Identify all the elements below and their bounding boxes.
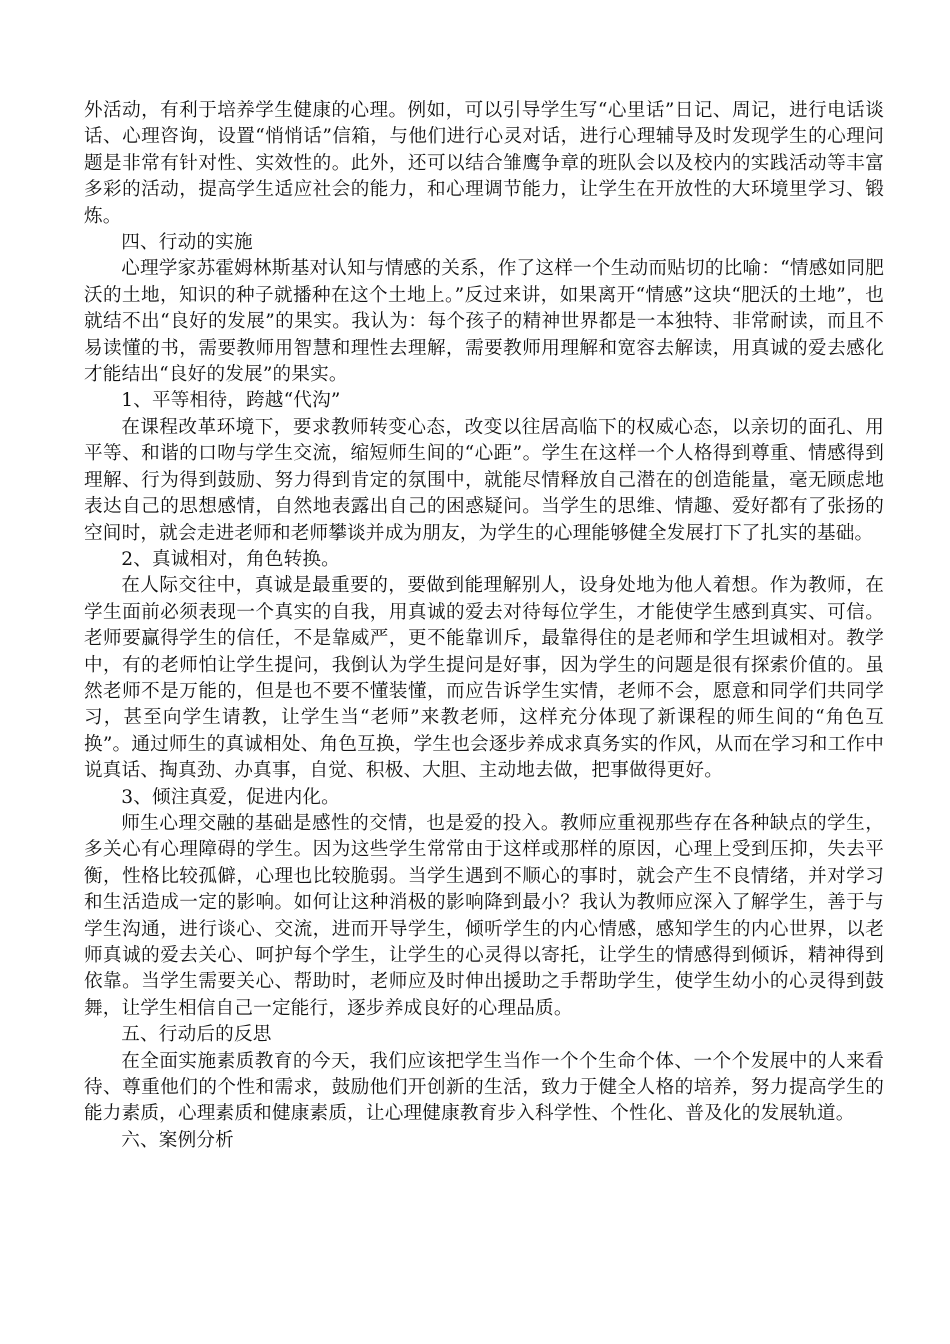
paragraph-continued: 外活动，有利于培养学生健康的心理。例如，可以引导学生写“心里话”日记、周记，进行电话谈话、心理咨询，设置“悄悄话”信箱，与他们进行心灵对话，进行心理辅导及时发现学生的心理问题是非常有针对性、实效性的。此外，还可以结合雏鹰争章的班队会以及校内的实践活动等丰富多彩的活动，提高学生适应社会的能力，和心理调节能力，让学生在开放性的大环境里学习、锻炼。 <box>84 100 884 227</box>
section-heading-reflection: 五、行动后的反思 <box>121 1024 272 1046</box>
subheading-equal-treatment: 1、平等相待，跨越“代沟” <box>121 390 341 412</box>
section-heading-action-implementation: 四、行动的实施 <box>121 232 253 254</box>
subheading-true-love: 3、倾注真爱，促进内化。 <box>121 786 340 808</box>
paragraph-equal-treatment: 在课程改革环境下，要求教师转变心态，改变以往居高临下的权威心态，以亲切的面孔、用平等、和谐的口吻与学生交流，缩短师生间的“心距”。学生在这样一个人格得到尊重、情感得到理解、行为得到鼓励、努力得到肯定的氛围中，就能尽情释放自己潜在的创造能量，毫无顾虑地表达自己的思想感情，自然地表露出自己的困惑疑问。当学生的思维、情趣、爱好都有了张扬的空间时，就会走进老师和老师攀谈并成为朋友，为学生的心理能够健全发展打下了扎实的基础。 <box>84 416 884 544</box>
paragraph-true-love: 师生心理交融的基础是感性的交情，也是爱的投入。教师应重视那些存在各种缺点的学生，多关心有心理障碍的学生。因为这些学生常常由于这样或那样的原因，心理上受到压抑，失去平衡，性格比较孤僻，心理也比较脆弱。当学生遇到不顺心的事时，就会产生不良情绪，并对学习和生活造成一定的影响。如何让这种消极的影响降到最小？我认为教师应深入了解学生，善于与学生沟通，进行谈心、交流，进而开导学生，倾听学生的内心情感，感知学生的内心世界，以老师真诚的爱去关心、呵护每个学生，让学生的心灵得以寄托，让学生的情感得到倾诉，精神得到依靠。当学生需要关心、帮助时，老师应及时伸出援助之手帮助学生，使学生幼小的心灵得到鼓舞，让学生相信自己一定能行，逐步养成良好的心理品质。 <box>84 812 884 1019</box>
paragraph-emotion-metaphor: 心理学家苏霍姆林斯基对认知与情感的关系，作了这样一个生动而贴切的比喻：“情感如同肥沃的土地，知识的种子就播种在这个土地上。”反过来讲，如果离开“情感”这块“肥沃的土地”，也就结不出“良好的发展”的果实。我认为：每个孩子的精神世界都是一本独特、非常耐读，而且不易读懂的书，需要教师用智慧和理性去理解，需要教师用理解和宽容去解读，用真诚的爱去感化才能结出“良好的发展”的果实。 <box>84 258 884 386</box>
paragraph-sincerity-role-swap: 在人际交往中，真诚是最重要的，要做到能理解别人，设身处地为他人着想。作为教师，在学生面前必须表现一个真实的自我，用真诚的爱去对待每位学生，才能使学生感到真实、可信。老师要赢得学生的信任，不是靠威严，更不能靠训斥，最靠得住的是老师和学生坦诚相对。教学中，有的老师怕让学生提问，我倒认为学生提问是好事，因为学生的问题是很有探索价值的。虽然老师不是万能的，但是也不要不懂装懂，而应告诉学生实情，老师不会，愿意和同学们共同学习，甚至向学生请教，让学生当“老师”来教老师，这样充分体现了新课程的师生间的“角色互换”。通过师生的真诚相处、角色互换，学生也会逐步养成求真务实的作风，从而在学习和工作中说真话、掏真劲、办真事，自觉、积极、大胆、主动地去做，把事做得更好。 <box>84 575 884 782</box>
subheading-sincerity-role-swap: 2、真诚相对，角色转换。 <box>121 548 340 570</box>
section-heading-case-analysis: 六、案例分析 <box>121 1129 234 1151</box>
paragraph-reflection: 在全面实施素质教育的今天，我们应该把学生当作一个个生命个体、一个个发展中的人来看待、尊重他们的个性和需求，鼓励他们开创新的生活，致力于健全人格的培养，努力提高学生的能力素质，心理素质和健康素质，让心理健康教育步入科学性、个性化、普及化的发展轨道。 <box>84 1050 884 1125</box>
